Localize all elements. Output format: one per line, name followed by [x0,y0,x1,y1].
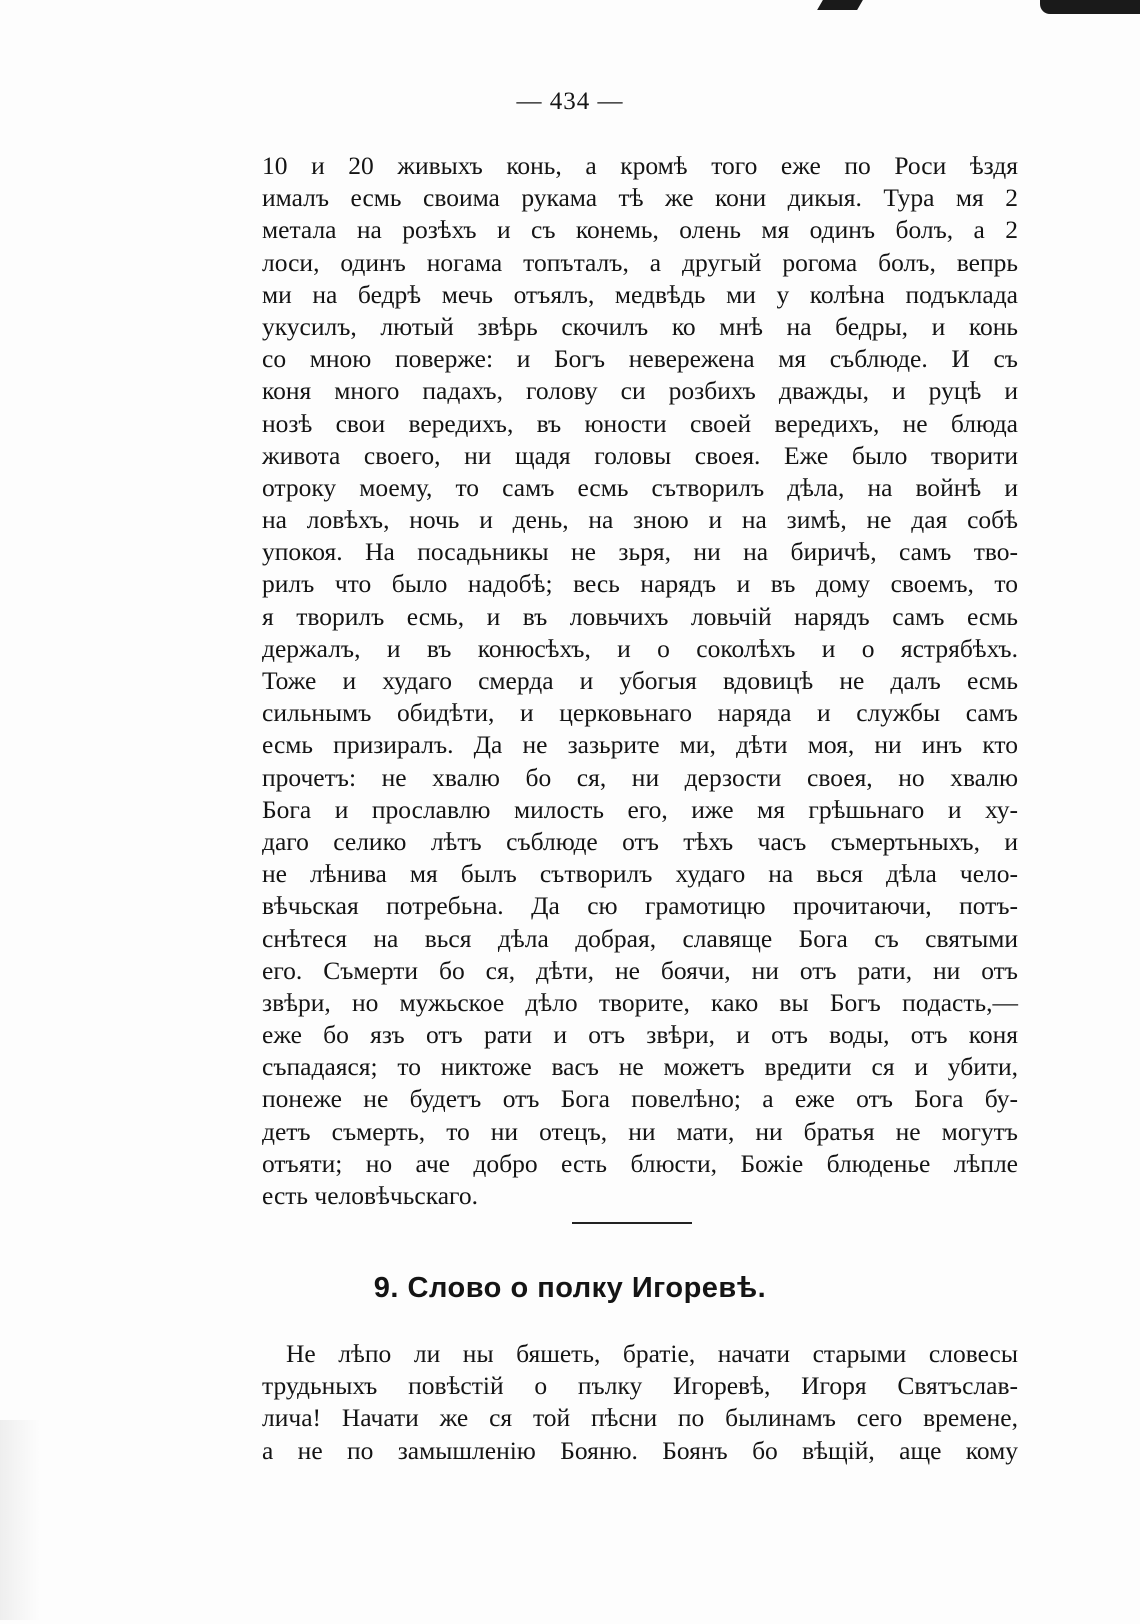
text-line: ималъ есмь своима рукама тѣ же кони дикыя. Тура мя 2 [262,183,1018,213]
text-line: ми на бедрѣ мечь отъялъ, медвѣдь ми у колѣна подъклада [262,279,1018,309]
text-line: 10 и 20 живыхъ конь, а кромѣ того еже по Роси ѣздя [262,151,1018,180]
text-line: Не лѣпо ли ны бяшеть, братiе, начати старыми словесы [286,1339,1018,1368]
text-line: понеже не будетъ отъ Бога повелѣно; а еже отъ Бога бу- [262,1084,1018,1114]
text-line: съпадаяся; то никтоже васъ не можетъ вредити ся и убити, [262,1052,1018,1082]
section-divider [572,1222,692,1224]
page-number: — 434 — [516,88,624,115]
text-line: живота своего, ни щадя головы своея. Еже было творити [262,440,1018,470]
text-line: еже бо язъ отъ рати и отъ звѣри, и отъ воды, отъ коня [262,1020,1018,1050]
text-line: звѣри, но мужьское дѣло творите, како вы Богъ подасть,— [262,987,1018,1017]
text-line: вѣчьская потребьна. Да сю грамотицю прочитаючи, потъ- [262,891,1018,921]
section-text-block [262,1338,1018,1467]
text-line: лоси, одинъ ногама топъталъ, а другый рогома болъ, вепрь [262,247,1018,277]
text-line: нозѣ свои вередихъ, въ юности своей вередихъ, не блюда [262,408,1018,438]
text-line: я творилъ есмь, и въ ловьчихъ ловьчiй нарядъ самъ есмь [262,601,1018,631]
text-line: есть человѣчьскаго. [262,1181,478,1210]
text-line: отроку моему, то самъ есмь сътворилъ дѣла, на войнѣ и [262,472,1018,502]
text-line: трудьныхъ повѣстiй о пълку Игоревѣ, Игоря Святъслав- [262,1371,1018,1401]
main-text-block [262,150,1018,1212]
text-line: со мною поверже: и Богъ невережена мя съблюде. И съ [262,344,1018,374]
text-line: сильнымъ обидѣти, и церковьнаго наряда и службы самъ [262,698,1018,728]
text-line: его. Съмерти бо ся, дѣти, не боячи, ни отъ рати, ни отъ [262,955,1018,985]
text-line: даго селико лѣтъ съблюде отъ тѣхъ часъ съмертьныхъ, и [262,826,1018,856]
text-line: Бога и прославлю милость его, иже мя грѣшьнаго и ху- [262,794,1018,824]
text-line: отъяти; но аче добро есть блюсти, Божiе блюденье лѣпле [262,1148,1018,1178]
text-line: прочетъ: не хвалю бо ся, ни дерзости своея, но хвалю [262,762,1018,792]
text-line: есмь призиралъ. Да не зазьрите ми, дѣти моя, ни инъ кто [262,730,1018,760]
text-line: укусилъ, лютый звѣрь скочилъ ко мнѣ на бедры, и конь [262,311,1018,341]
text-line: не лѣнива мя былъ сътворилъ худаго на вься дѣла чело- [262,859,1018,889]
text-line: держалъ, и въ конюсѣхъ, и о соколѣхъ и о ястрябѣхъ. [262,633,1018,663]
section-title: 9. Слово о полку Игоревѣ. [373,1272,767,1304]
text-line: метала на розѣхъ и съ конемь, олень мя одинъ болъ, а 2 [262,215,1018,245]
text-line: Тоже и худаго смерда и убогыя вдовицѣ не далъ есмь [262,666,1018,695]
text-line: лича! Начати же ся той пѣсни по былинамъ сего времене, [262,1403,1018,1433]
text-line: упокоя. На посадьникы не зьря, ни на биричѣ, самъ тво- [262,537,1018,567]
text-line: коня много падахъ, голову си розбихъ дважды, и руцѣ и [262,376,1018,406]
text-line: рилъ что было надобѣ; весь нарядъ и въ дому своемъ, то [262,569,1018,599]
scan-artifact [817,0,863,10]
text-line: на ловѣхъ, ночь и день, на зною и на зимѣ, не дая собѣ [262,505,1018,535]
scan-shadow [0,1420,40,1620]
scan-artifact [1040,0,1140,14]
text-line: снѣтеся на вься дѣла добрая, славяще Бога съ святыми [262,923,1018,953]
text-line: детъ съмерть, то ни отецъ, ни мати, ни братья не могутъ [262,1116,1018,1146]
text-line: а не по замышленiю Бояню. Боянъ бо вѣщiй, аще кому [262,1435,1018,1465]
